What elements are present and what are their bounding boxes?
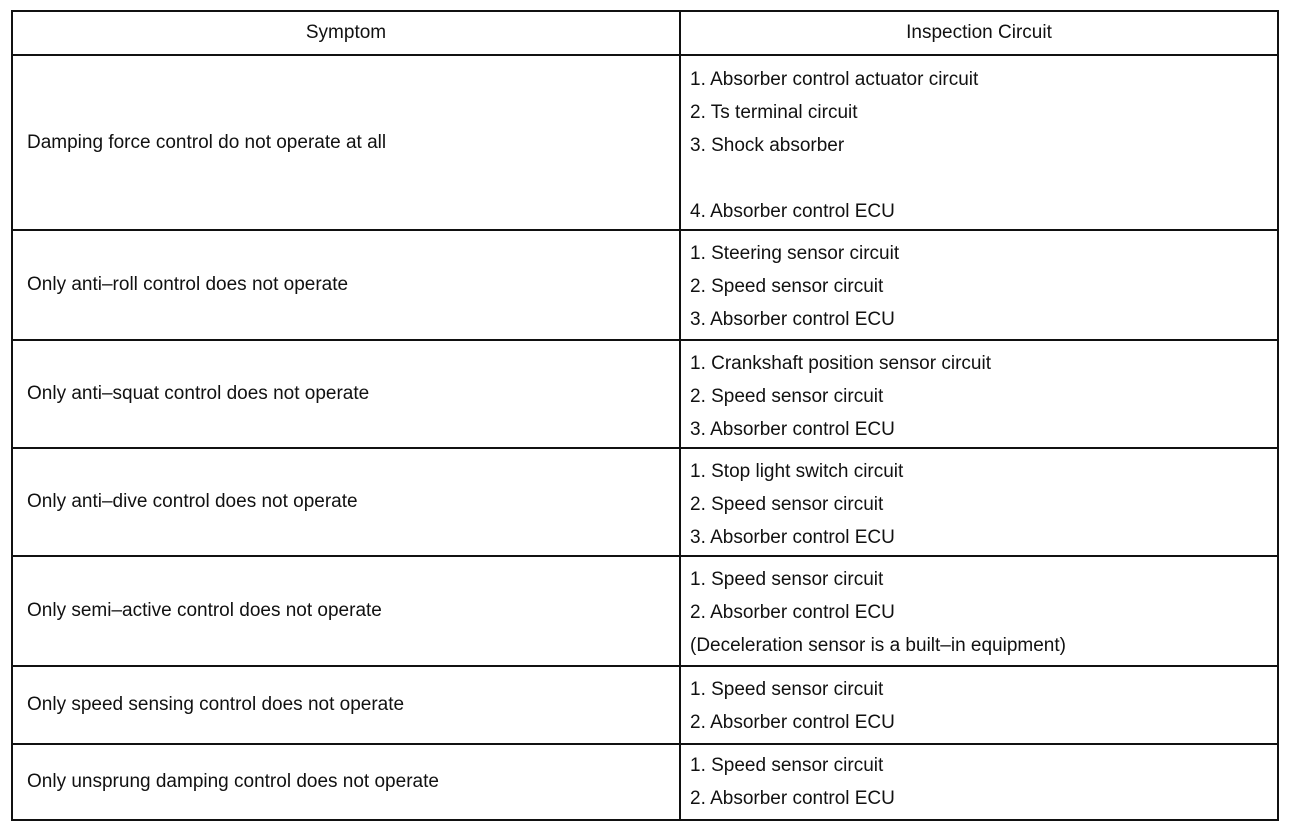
circuit-cell (681, 56, 1277, 229)
circuit-item: 1. Steering sensor circuit (690, 243, 900, 264)
circuit-item: 2. Speed sensor circuit (690, 276, 884, 297)
header-inspection-circuit: Inspection Circuit (906, 22, 1052, 43)
circuit-item: 2. Speed sensor circuit (690, 494, 884, 515)
table-row (13, 447, 1277, 555)
table-row (13, 555, 1277, 665)
circuit-item: 2. Absorber control ECU (690, 788, 895, 809)
symptom-cell: Only anti–roll control does not operate (13, 231, 681, 339)
symptom-cell: Only speed sensing control does not operate (13, 667, 681, 743)
circuit-cell (681, 557, 1277, 665)
circuit-cell (681, 231, 1277, 339)
circuit-item: 3. Absorber control ECU (690, 309, 895, 330)
circuit-item: 4. Absorber control ECU (690, 201, 895, 222)
symptom-table (11, 10, 1279, 821)
circuit-item-blank (690, 162, 1277, 195)
table-row (13, 54, 1277, 229)
header-symptom: Symptom (13, 12, 681, 54)
circuit-item: 1. Stop light switch circuit (690, 461, 904, 482)
circuit-item: 3. Absorber control ECU (690, 419, 895, 440)
circuit-cell (681, 667, 1277, 743)
circuit-cell (681, 341, 1277, 447)
circuit-cell (681, 745, 1277, 819)
symptom-cell: Only unsprung damping control does not operate (13, 745, 681, 819)
circuit-item: 3. Shock absorber (690, 135, 845, 156)
symptom-cell: Only semi–active control does not operate (13, 557, 681, 665)
circuit-item: 2. Absorber control ECU (690, 602, 895, 623)
circuit-item: 2. Speed sensor circuit (690, 386, 884, 407)
table-row (13, 229, 1277, 339)
table-header-row (13, 12, 1277, 54)
circuit-item: 1. Speed sensor circuit (690, 679, 884, 700)
circuit-item: 1. Speed sensor circuit (690, 569, 884, 590)
circuit-item: 1. Absorber control actuator circuit (690, 69, 979, 90)
symptom-cell: Only anti–squat control does not operate (13, 341, 681, 447)
circuit-cell (681, 449, 1277, 555)
symptom-cell: Damping force control do not operate at all (13, 56, 681, 229)
table-row (13, 743, 1277, 819)
table-row (13, 339, 1277, 447)
circuit-note: (Deceleration sensor is a built–in equipment) (690, 635, 1066, 656)
circuit-item: 3. Absorber control ECU (690, 527, 895, 548)
symptom-cell: Only anti–dive control does not operate (13, 449, 681, 555)
circuit-item: 1. Crankshaft position sensor circuit (690, 353, 991, 374)
table-row (13, 665, 1277, 743)
circuit-item: 2. Ts terminal circuit (690, 102, 858, 123)
circuit-item: 2. Absorber control ECU (690, 712, 895, 733)
circuit-item: 1. Speed sensor circuit (690, 755, 884, 776)
